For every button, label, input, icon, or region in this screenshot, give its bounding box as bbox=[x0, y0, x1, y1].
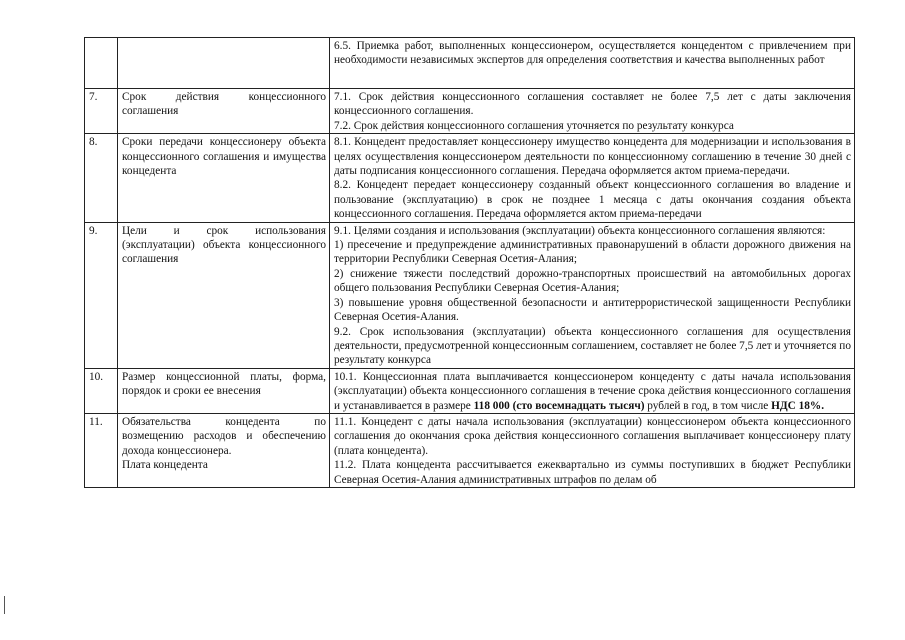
row-number bbox=[85, 38, 118, 89]
row-title bbox=[118, 413, 330, 487]
row-title-line: Обязательства концедента по возмещению расходов и обеспечению дохода концессионера. bbox=[122, 415, 326, 457]
table-row bbox=[85, 222, 855, 368]
row-number: 8. bbox=[85, 134, 118, 222]
clause-11-1: 11.1. Концедент с даты начала использования (эксплуатации) концессионером объекта концессионного соглашения до окончания срока действия концессионного соглашения выплачивает концессионеру плату (плата концедента). bbox=[334, 415, 851, 457]
clause-6-5: 6.5. Приемка работ, выполненных концессионером, осуществляется концедентом с привлечением при необходимости независимых экспертов для определения соответствия и качества выполненных работ bbox=[334, 40, 851, 67]
row-title-line: Плата концедента bbox=[122, 459, 208, 472]
clause-8-2: 8.2. Концедент передает концессионеру созданный объект концессионного соглашения во владение и пользование (эксплуатацию) в срок не позднее 1 месяца с даты окончания создания объекта концессионного соглашения. Передача оформляется актом приема-передачи bbox=[334, 179, 851, 221]
row-title: Цели и срок использования (эксплуатации) объекта концессионного соглашения bbox=[118, 222, 330, 368]
clause-7-2: 7.2. Срок действия концессионного соглашения уточняется по результату конкурса bbox=[334, 119, 734, 132]
payment-amount: 118 000 (сто восемнадцать тысяч) bbox=[473, 399, 645, 412]
row-content bbox=[330, 222, 855, 368]
row-content bbox=[330, 38, 855, 89]
row-number: 9. bbox=[85, 222, 118, 368]
clause-9-1-item-1: 1) пресечение и предупреждение административных правонарушений в области дорожного движения на территории Республики Северная Осетия-Алания; bbox=[334, 239, 851, 266]
table-row bbox=[85, 134, 855, 222]
row-title: Сроки передачи концессионеру объекта концессионного соглашения и имущества концедента bbox=[118, 134, 330, 222]
row-number: 11. bbox=[85, 413, 118, 487]
table-row bbox=[85, 38, 855, 89]
clause-9-1-item-2: 2) снижение тяжести последствий дорожно-транспортных происшествий на автомобильных дорогах общего пользования Республики Северная Осетия-Алания; bbox=[334, 267, 851, 295]
clause-10-1 bbox=[334, 370, 851, 413]
clause-9-2: 9.2. Срок использования (эксплуатации) объекта концессионного соглашения для осуществления деятельности, предусмотренной концессионным соглашением, составляет не более 7,5 лет и уточняется по результату конкурса bbox=[334, 325, 851, 367]
clause-7-1: 7.1. Срок действия концессионного соглашения составляет не более 7,5 лет с даты заключения концессионного соглашения. bbox=[334, 91, 851, 118]
row-content bbox=[330, 89, 855, 134]
row-title: Срок действия концессионного соглашения bbox=[118, 89, 330, 134]
row-number: 7. bbox=[85, 89, 118, 134]
clause-9-1: 9.1. Целями создания и использования (эксплуатации) объекта концессионного соглашения являются: bbox=[334, 224, 826, 237]
row-content bbox=[330, 134, 855, 222]
clause-8-1: 8.1. Концедент предоставляет концессионеру имущество концедента для модернизации и использования в целях осуществления концессионером деятельности по концессионному соглашению в течение 30 дней с даты подписания концессионного соглашения. Передача оформляется актом приема-передачи. bbox=[334, 136, 851, 178]
row-title bbox=[118, 38, 330, 89]
clause-9-1-item-3: 3) повышение уровня общественной безопасности и антитеррористической защищенности Республики Северная Осетия-Алания. bbox=[334, 296, 851, 324]
clause-11-2: 11.2. Плата концедента рассчитывается ежеквартально из суммы поступивших в бюджет Республики Северная Осетия-Алания административных штрафов по делам об bbox=[334, 459, 851, 486]
vat-rate: НДС 18%. bbox=[771, 399, 825, 412]
row-content bbox=[330, 413, 855, 487]
table-row bbox=[85, 413, 855, 487]
row-number: 10. bbox=[85, 368, 118, 413]
scan-edge-mark bbox=[4, 596, 5, 614]
clause-10-1-text-cont: рублей в год, в том числе bbox=[644, 399, 772, 412]
concession-terms-table bbox=[84, 37, 855, 488]
clause-10-1-text: 10.1. Концессионная плата выплачивается концессионером концеденту с даты начала использования (эксплуатации) объекта концессионного соглашения в течение срока действия концессионного соглашения и устанавливается в размере bbox=[334, 370, 851, 412]
row-content bbox=[330, 368, 855, 413]
row-title: Размер концессионной платы, форма, порядок и сроки ее внесения bbox=[118, 368, 330, 413]
table-row bbox=[85, 368, 855, 413]
table-row bbox=[85, 89, 855, 134]
